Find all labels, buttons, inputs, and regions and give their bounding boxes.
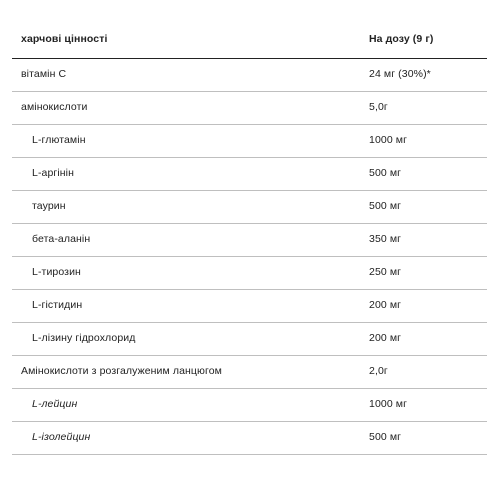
nutrient-amount: 2,0г [369, 365, 388, 377]
table-row-vitamin-c [12, 59, 487, 92]
nutrient-amount: 200 мг [369, 299, 402, 311]
nutrient-name: L-лейцин [32, 398, 78, 410]
table-row-l-glutamine [12, 125, 487, 158]
table-row-l-lysine-hcl [12, 323, 487, 356]
table-row-taurine [12, 191, 487, 224]
header-per-serving-label: На дозу (9 г) [369, 33, 434, 45]
table-header [12, 22, 487, 59]
table-row-beta-alanine [12, 224, 487, 257]
nutrient-name: Амінокислоти з розгалуженим ланцюгом [21, 365, 222, 377]
table-row-l-tyrosine [12, 257, 487, 290]
nutrient-name: амінокислоти [21, 101, 88, 113]
nutrient-name: L-глютамін [32, 134, 86, 146]
nutrient-amount: 1000 мг [369, 134, 408, 146]
nutrient-amount: 500 мг [369, 200, 402, 212]
table-row-l-leucine [12, 389, 487, 422]
nutrient-amount: 5,0г [369, 101, 388, 113]
table-row-l-isoleucine [12, 422, 487, 455]
table-row-bcaa [12, 356, 487, 389]
nutrient-amount: 250 мг [369, 266, 402, 278]
nutrient-amount: 350 мг [369, 233, 402, 245]
nutrient-name: L-гістидин [32, 299, 83, 311]
table-row-amino-acids [12, 92, 487, 125]
nutrient-name: L-лізину гідрохлорид [32, 332, 136, 344]
table-row-l-histidine [12, 290, 487, 323]
nutrient-amount: 1000 мг [369, 398, 408, 410]
nutrient-amount: 200 мг [369, 332, 402, 344]
nutrient-amount: 500 мг [369, 431, 402, 443]
nutrient-name: таурин [32, 200, 66, 212]
nutrient-name: L-ізолейцин [32, 431, 91, 443]
nutrient-name: L-аргінін [32, 167, 75, 179]
table-row-l-arginine [12, 158, 487, 191]
header-nutrition-label: харчові цінності [21, 33, 108, 45]
nutrient-amount: 24 мг (30%)* [369, 68, 431, 80]
nutrient-name: вітамін C [21, 68, 67, 80]
nutrient-amount: 500 мг [369, 167, 402, 179]
nutrient-name: бета-аланін [32, 233, 91, 245]
nutrition-table [12, 22, 487, 455]
nutrient-name: L-тирозин [32, 266, 81, 278]
